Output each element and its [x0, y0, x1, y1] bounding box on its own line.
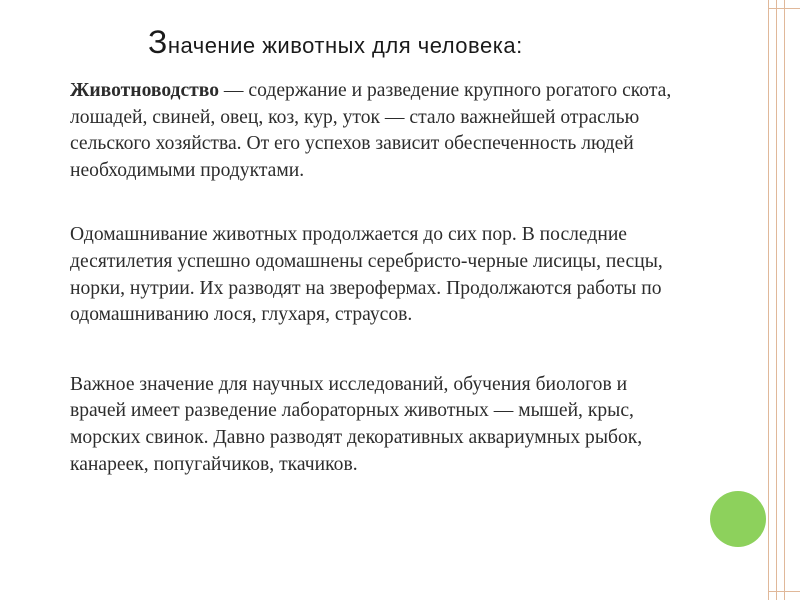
paragraph-laboratory — [42, 372, 682, 478]
frame-line-right — [784, 0, 785, 600]
term-livestock: Животноводство — [70, 80, 220, 101]
frame-line-middle — [776, 0, 777, 600]
title-initial: З — [148, 24, 168, 60]
frame-line-bottom — [768, 591, 800, 592]
paragraph-text: Важное значение для научных исследований, обучения биологов и врачей имеет разведение лабораторных животных — мышей, крыс, морских свинок. Давно разводят декоративных аквариумных рыбок, канареек, попугайчиков, ткачиков. — [70, 373, 643, 475]
slide-title — [148, 24, 708, 61]
frame-line-left — [768, 0, 769, 600]
paragraph-livestock — [42, 78, 682, 184]
paragraph-text: Одомашнивание животных продолжается до сих пор. В последние десятилетия успешно одомашнены серебристо-черные лисицы, песцы, норки, нутрии. Их разводят на зверофермах. Продолжаются работы по одомашниванию лося, глухаря, страусов. — [70, 224, 663, 326]
green-circle-decoration — [710, 491, 766, 547]
title-rest: начение животных для человека: — [167, 33, 523, 58]
slide-body — [42, 78, 682, 478]
paragraph-domestication — [42, 222, 682, 328]
frame-line-top — [768, 8, 800, 9]
paragraph-text: — содержание и разведение крупного рогатого скота, лошадей, свиней, овец, коз, кур, уток — стало важнейшей отраслью сельского хозяйства. От его успехов зависит обеспеченность людей необходимыми продуктами. — [70, 80, 672, 181]
